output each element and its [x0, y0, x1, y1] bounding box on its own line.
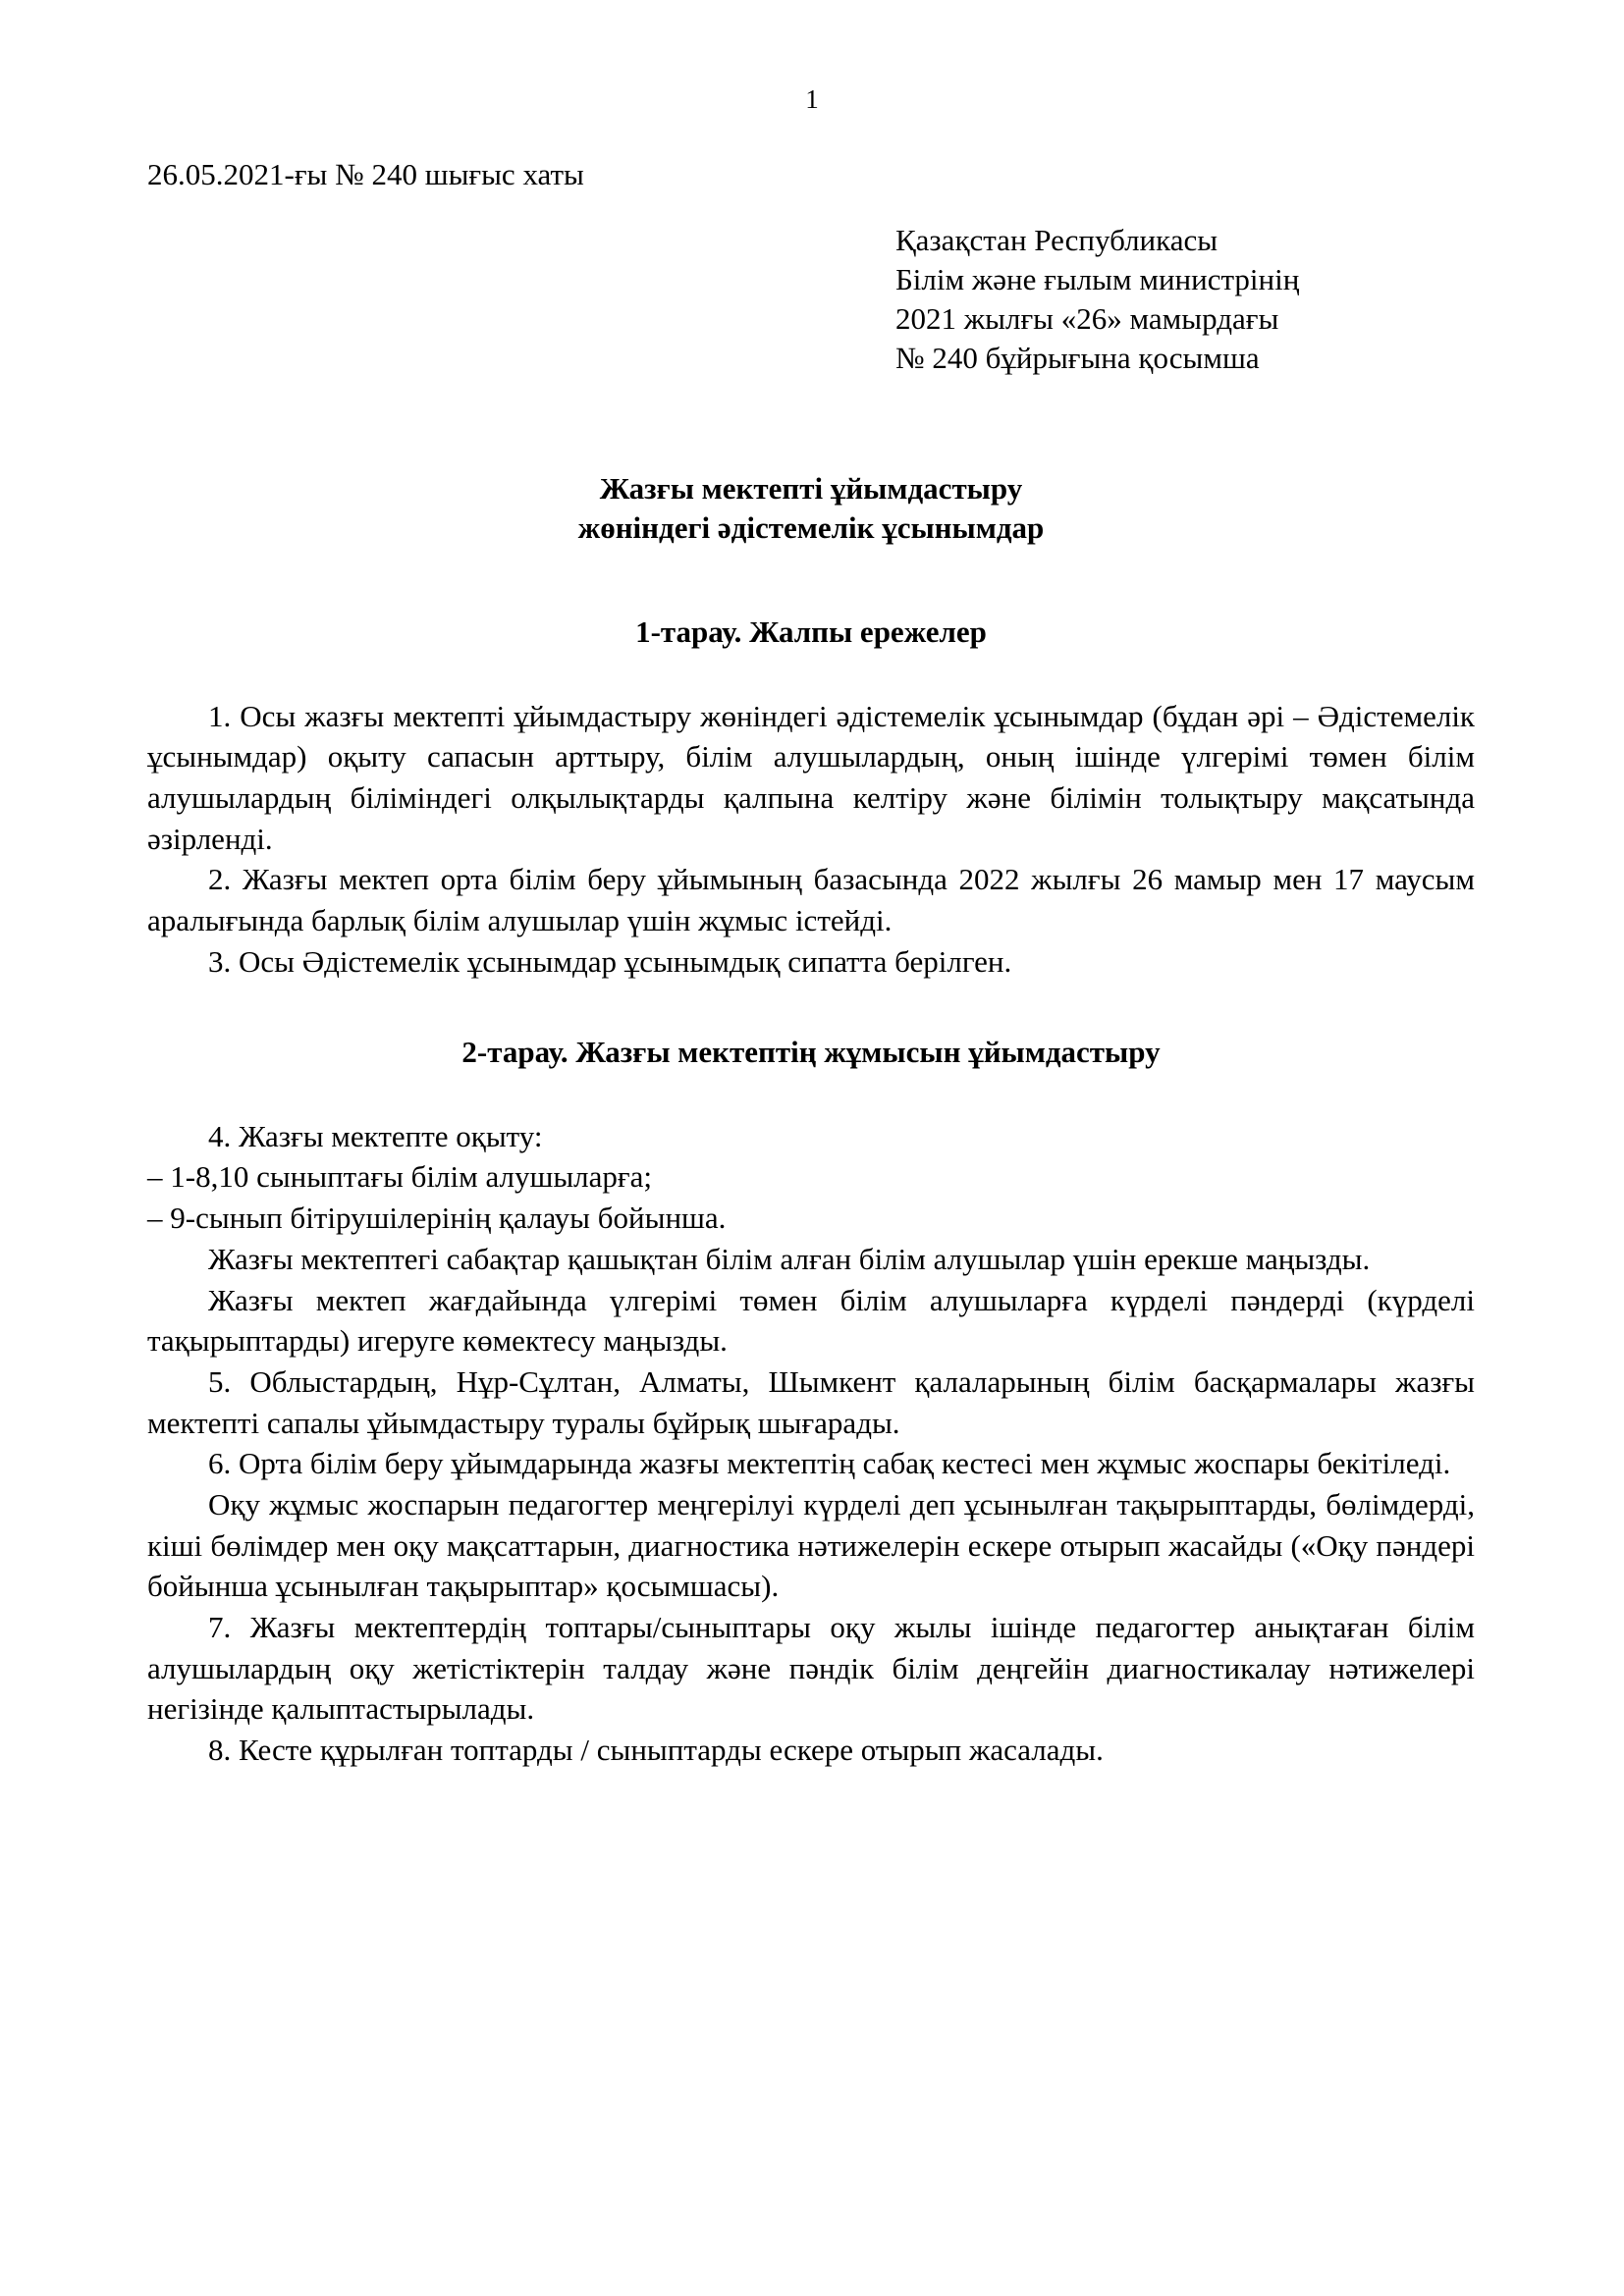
paragraph-2: 2. Жазғы мектеп орта білім беру ұйымының базасында 2022 жылғы 26 мамыр мен 17 маусым аралығында барлық білім алушылар үшін жұмыс істейді.	[147, 862, 1475, 938]
paragraph-8: 6. Орта білім беру ұйымдарында жазғы мектептің сабақ кестесі мен жұмыс жоспары бекітіледі.	[208, 1446, 1451, 1481]
chapter-2-heading: 2-тарау. Жазғы мектептің жұмысын ұйымдастыру	[461, 1035, 1161, 1070]
addressee-line-3: 2021 жылғы «26» мамырдағы	[895, 301, 1279, 337]
paragraph-11: 8. Кесте құрылған топтарды / сыныптарды ескере отырып жасалады.	[208, 1733, 1104, 1768]
list-item-grade-9: – 9-сынып бітірушілерінің қалауы бойынша.	[147, 1201, 727, 1236]
page-title-line-1: Жазғы мектепті ұйымдастыру	[599, 470, 1023, 506]
page-title-line-2: жөніндегі әдістемелік ұсынымдар	[577, 510, 1045, 546]
addressee-line-4: № 240 бұйрығына қосымша	[895, 341, 1260, 376]
paragraph-7: 5. Облыстардың, Нұр-Сұлтан, Алматы, Шымкент қалаларының білім басқармалары жазғы мектепті сапалы ұйымдастыру туралы бұйрық шығарады.	[147, 1363, 1475, 1440]
paragraph-5: Жазғы мектептегі сабақтар қашықтан білім алған білім алушылар үшін ерекше маңызды.	[208, 1241, 1371, 1276]
letter-reference: 26.05.2021-ғы № 240 шығыс хаты	[147, 157, 584, 191]
chapter-1-heading: 1-тарау. Жалпы ережелер	[635, 614, 987, 650]
paragraph-9: Оқу жұмыс жоспарын педагогтер меңгерілуі күрделі деп ұсынылған тақырыптарды, бөлімдерді, кіші бөлімдер мен оқу мақсаттарын, диагностика нәтижелерін ескере отырып жасайды («Оқу пәндері бойынша ұсынылған тақырыптар» қосымшасы).	[147, 1486, 1475, 1604]
addressee-line-2: Білім және ғылым министрінің	[895, 261, 1300, 296]
paragraph-1: 1. Осы жазғы мектепті ұйымдастыру жөніндегі әдістемелік ұсынымдар (бұдан әрі – Әдістемелік ұсынымдар) оқыту сапасын арттыру, білім алушылардың, оның ішінде үлгерімі төмен білім алушылардың біліміндегі олқылықтарды қалпына келтіру және білімін толықтыру мақсатында әзірленді.	[147, 698, 1475, 856]
addressee-line-1: Қазақстан Республикасы	[895, 222, 1218, 257]
paragraph-10: 7. Жазғы мектептердің топтары/сыныптары оқу жылы ішінде педагогтер анықтаған білім алушылардың оқу жетістіктерін талдау және пәндік білім деңгейін диагностикалау нәтижелері негізінде қалыптастырылады.	[147, 1610, 1475, 1727]
addressee-block	[895, 221, 1475, 379]
document-content	[147, 0, 1475, 1771]
paragraph-4: 4. Жазғы мектепте оқыту:	[208, 1118, 543, 1153]
list-item-grades-1-8-10: – 1-8,10 сыныптағы білім алушыларға;	[147, 1159, 652, 1195]
page-number: 1	[805, 84, 819, 114]
page-title	[147, 469, 1475, 549]
paragraph-3: 3. Осы Әдістемелік ұсынымдар ұсынымдық сипатта берілген.	[208, 943, 1012, 979]
paragraph-6: Жазғы мектеп жағдайында үлгерімі төмен білім алушыларға күрделі пәндерді (күрделі тақырыптарды) игеруге көмектесу маңызды.	[147, 1282, 1475, 1359]
